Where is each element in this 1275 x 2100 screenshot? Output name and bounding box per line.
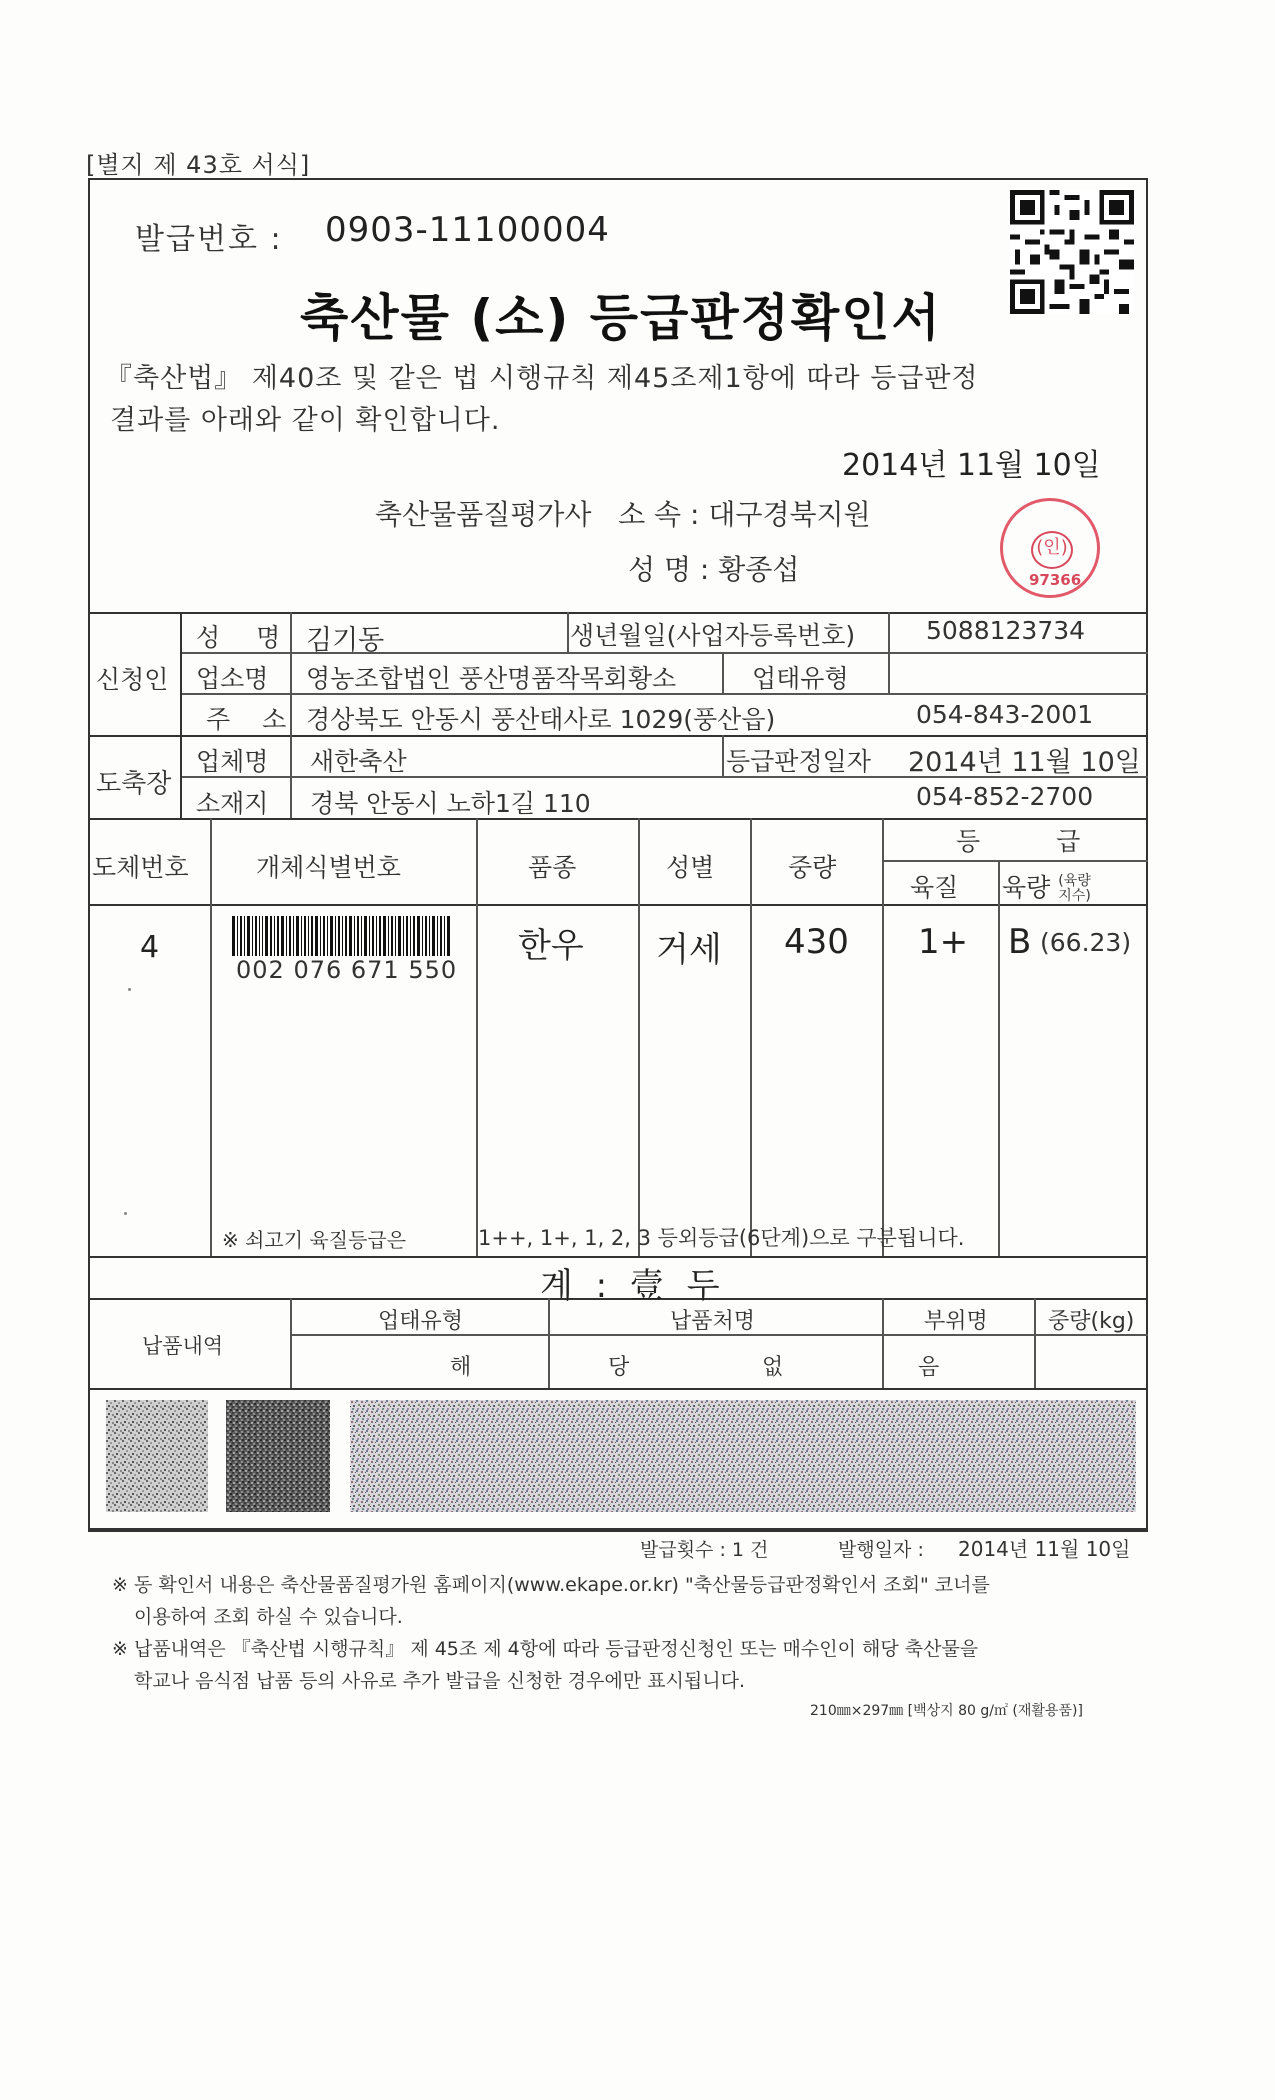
barcode-icon [232,916,452,956]
applicant-section-label: 신청인 [96,665,169,694]
issue-date: 2014년 11월 10일 [958,1537,1131,1561]
slaughter-name: 새한축산 [310,747,407,776]
total-count: 계 : 壹 두 [540,1266,726,1306]
row-yield-index: (66.23) [1040,928,1132,957]
issue-number: 0903-11100004 [325,210,610,250]
applicant-birth-label: 생년월일(사업자등록번호) [570,621,856,650]
applicant-phone: 054-843-2001 [916,700,1094,729]
divider [722,735,724,776]
applicant-biztype-label: 업태유형 [752,664,849,693]
row-meat-yield: B [1008,922,1032,962]
divider [88,612,1148,614]
slaughter-name-label: 업체명 [196,747,269,776]
divider [88,1530,1148,1532]
slaughter-loc-label: 소재지 [196,789,269,818]
col-meat-yield-label: 육량 [1002,873,1051,902]
col-individual-id: 개체식별번호 [256,853,401,882]
grader-affil-label: 소 속 : [618,498,700,531]
divider [88,1388,1148,1390]
divider [722,652,724,693]
issue-number-label: 발급번호 : [135,222,283,257]
col-sex: 성별 [666,853,715,882]
delivery-section-label: 납품내역 [142,1334,224,1358]
applicant-birth: 5088123734 [926,616,1086,645]
footer-note-1a: ※ 동 확인서 내용은 축산물품질평가원 홈페이지(www.ekape.or.kr) "축산물등급판정확인서 조회" 코너를 [112,1574,990,1596]
grader-name-label: 성 명 : [628,553,710,586]
official-seal [1000,498,1100,598]
divider [882,860,1148,862]
slaughter-date: 2014년 11월 10일 [908,747,1141,778]
grade-note-prefix: ※ 쇠고기 육질등급은 [222,1228,407,1252]
form-label: [별지 제 43호 서식] [86,151,311,179]
divider [882,818,884,1256]
divider [180,612,182,818]
divider [476,818,478,1256]
grader-org-label: 축산물품질평가사 [375,498,592,531]
delivery-value-4: 음 [918,1355,940,1380]
document-title: 축산물 (소) 등급판정확인서 [300,289,942,347]
security-pattern [106,1400,1136,1518]
applicant-name-label: 성 명 [196,623,295,652]
col-breed: 품종 [528,853,577,882]
applicant-biz-label: 업소명 [196,664,269,693]
footer-note-2a: ※ 납품내역은 『축산법 시행규칙』 제 45조 제 4항에 따라 등급판정신청인 또는 매수인이 해당 축산물을 [112,1638,979,1660]
delivery-col-weight: 중량(kg) [1048,1309,1135,1334]
slaughter-section-label: 도축장 [96,769,172,799]
issue-count: 발급횟수 : 1 건 [640,1539,769,1561]
divider [548,1298,550,1388]
applicant-address: 경상북도 안동시 풍산태사로 1029(풍산읍) [306,705,776,734]
yield-index-label: (육량 지수) [1058,873,1091,904]
col-grade: 등 급 [956,827,1115,856]
delivery-value-1: 해 [450,1355,472,1380]
applicant-name: 김기동 [306,625,385,656]
row-breed: 한우 [518,926,584,966]
applicant-addr-label: 주 소 [206,705,299,734]
divider [290,1298,292,1388]
divider [1034,1298,1036,1388]
grader-name-row [628,548,799,588]
certificate-date: 2014년 11월 10일 [842,448,1101,483]
col-meat-quality: 육질 [910,873,959,902]
col-carcass-no: 도체번호 [92,853,189,882]
slaughter-date-label: 등급판정일자 [726,747,871,776]
col-meat-yield [1002,868,1091,904]
divider [998,860,1000,1256]
divider [88,904,1148,906]
row-individual-id: 002 076 671 550 [236,956,458,984]
col-weight: 중량 [788,853,837,882]
delivery-col-place: 납품처명 [670,1309,756,1334]
row-sex: 거세 [656,930,722,970]
divider [210,818,212,1256]
qr-code-icon [1010,190,1134,314]
grader-affiliation-value: 대구경북지원 [708,498,871,531]
row-carcass-no: 4 [140,930,160,965]
delivery-value-3: 없 [762,1355,784,1380]
delivery-col-part: 부위명 [924,1309,988,1334]
row-meat-quality: 1+ [918,922,969,962]
footer-note-2b: 학교나 음식점 납품 등의 사유로 추가 발급을 신청한 경우에만 표시됩니다. [134,1670,746,1692]
divider [750,818,752,1256]
slaughter-location: 경북 안동시 노하1길 110 [310,789,591,818]
divider [567,612,569,652]
seal-number: 97366 [1029,571,1082,589]
slaughter-phone: 054-852-2700 [916,782,1094,811]
grader-name: 황종섭 [718,553,800,586]
divider [882,1298,884,1388]
grade-note: 1++, 1+, 1, 2, 3 등외등급(6단계)으로 구분됩니다. [478,1226,965,1250]
divider [888,612,890,693]
grader-affiliation [375,493,871,533]
paper-spec: 210㎜×297㎜ [백상지 80 g/㎡ (재활용품)] [810,1703,1083,1719]
divider [638,818,640,1256]
issue-date-label: 발행일자 : [838,1539,924,1561]
intro-line-2: 결과를 아래와 같이 확인합니다. [110,405,501,436]
delivery-col-type: 업태유형 [378,1309,464,1334]
applicant-biz: 영농조합법인 풍산명품작목회황소 [306,664,677,693]
intro-line-1: 『축산법』 제40조 및 같은 법 시행규칙 제45조제1항에 따라 등급판정 [105,363,979,394]
footer-note-1b: 이용하여 조회 하실 수 있습니다. [134,1606,403,1628]
seal-inner-text: (인) [1031,531,1073,569]
delivery-value-2: 당 [608,1355,630,1380]
row-weight: 430 [784,922,849,962]
